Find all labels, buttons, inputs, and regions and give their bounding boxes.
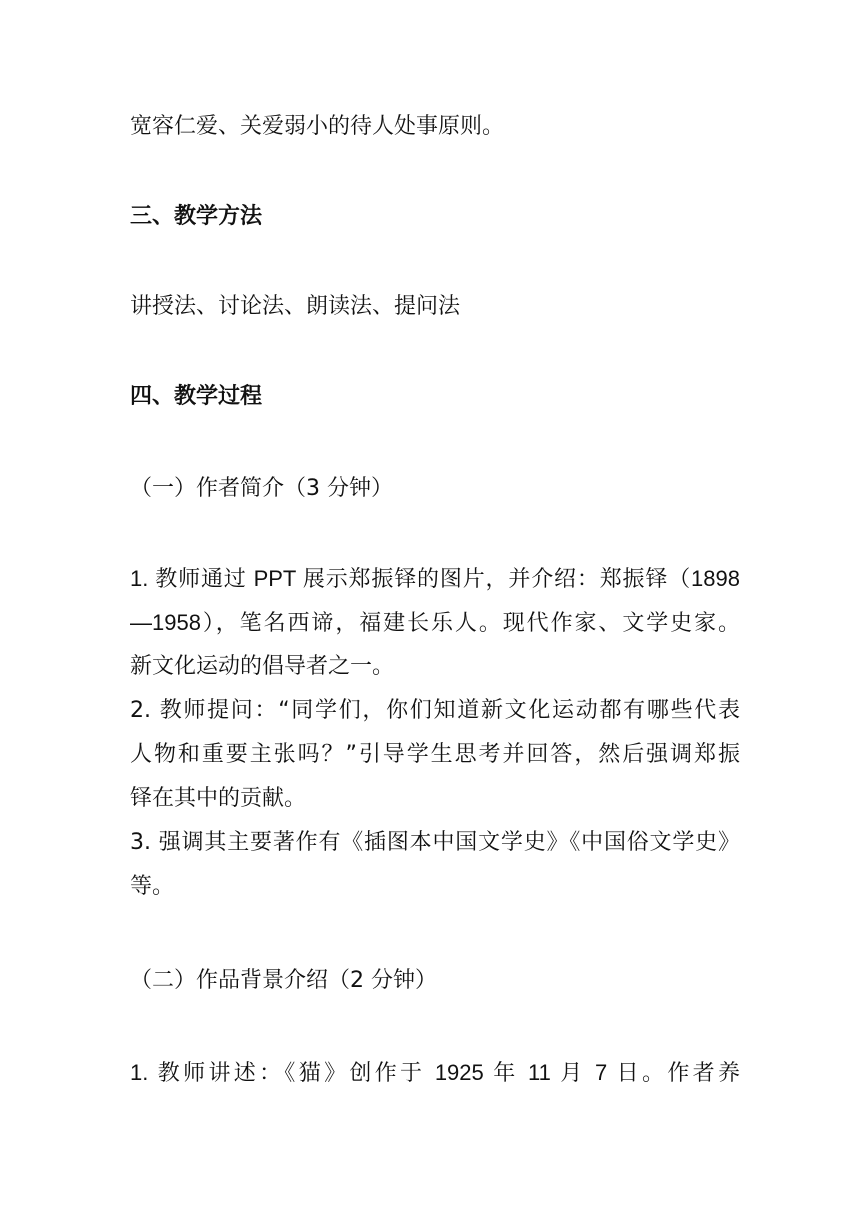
item-2-line-3: 铎在其中的贡献。 — [130, 786, 307, 811]
item-1-line-2: —1958），笔名西谛，福建长乐人。现代作家、文学史家。 — [130, 610, 740, 635]
paragraph-continuation: 宽容仁爱、关爱弱小的待人处事原则。 — [130, 114, 505, 139]
item-1-line-1: 1. 教师通过 PPT 展示郑振铎的图片，并介绍：郑振铎（1898 — [130, 566, 740, 591]
item-1-line-3: 新文化运动的倡导者之一。 — [130, 654, 395, 679]
item-3-line-2: 等。 — [130, 874, 175, 899]
section-heading-teaching-process: 四、教学过程 — [130, 384, 263, 409]
item-4-line-1: 1. 教师讲述：《猫》创作于 1925 年 11 月 7 日。作者养 — [130, 1060, 740, 1085]
item-2-line-1: 2. 教师提问：“同学们，你们知道新文化运动都有哪些代表 — [130, 698, 740, 723]
teaching-methods-list: 讲授法、讨论法、朗读法、提问法 — [130, 294, 461, 319]
subsection-heading-author-intro: （一）作者简介（3 分钟） — [130, 476, 393, 501]
subsection-heading-background: （二）作品背景介绍（2 分钟） — [130, 968, 437, 993]
section-heading-teaching-methods: 三、教学方法 — [130, 204, 263, 229]
item-2-line-2: 人物和重要主张吗？”引导学生思考并回答，然后强调郑振 — [130, 742, 740, 767]
item-3-line-1: 3. 强调其主要著作有《插图本中国文学史》《中国俗文学史》 — [130, 830, 740, 855]
